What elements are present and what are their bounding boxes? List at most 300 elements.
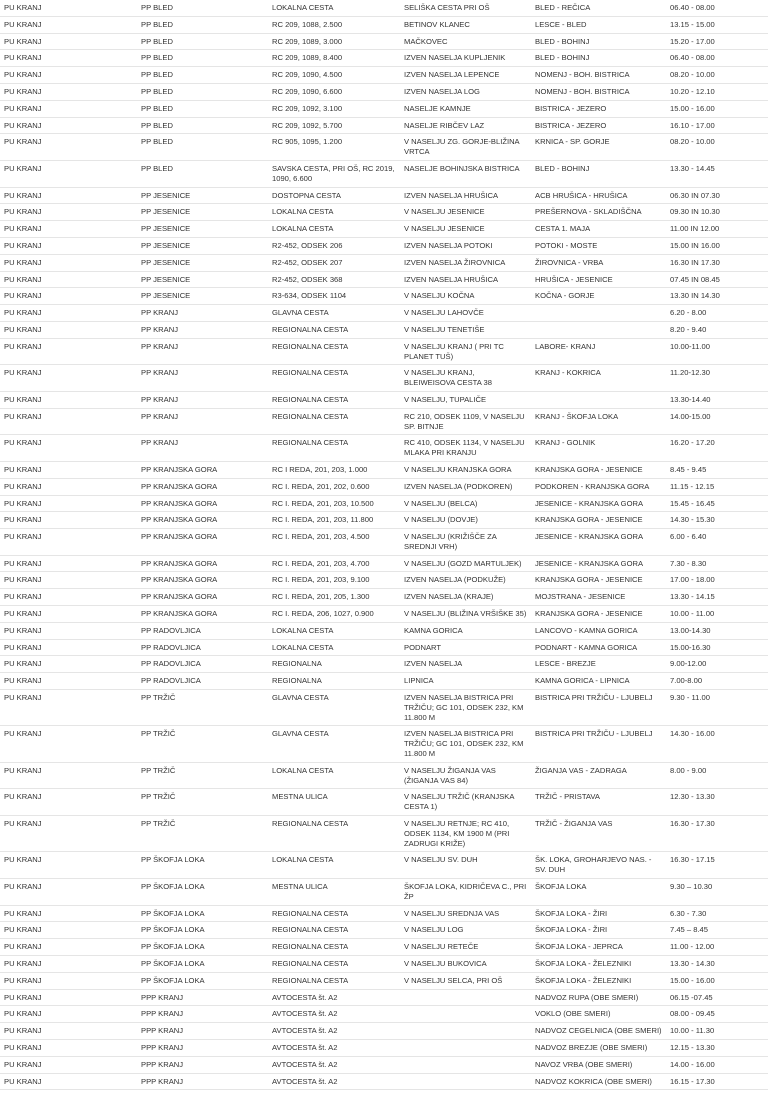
table-row (0, 656, 768, 673)
police-station-cell: PPP KRANJ (137, 1006, 268, 1023)
road-cell: R2-452, ODSEK 207 (268, 254, 400, 271)
police-station-cell: PP BLED (137, 83, 268, 100)
police-directorate-cell: PU KRANJ (0, 365, 137, 392)
section-cell: LESCE - BREZJE (531, 656, 666, 673)
section-cell: LABORE- KRANJ (531, 338, 666, 365)
location-cell: V NASELJU ŽIGANJA VAS (ŽIGANJA VAS 84) (400, 762, 531, 789)
location-cell: V NASELJU KOČNA (400, 288, 531, 305)
location-cell: V NASELJU KRANJ, BLEIWEISOVA CESTA 38 (400, 365, 531, 392)
road-cell: AVTOCESTA št. A2 (268, 989, 400, 1006)
road-cell: REGIONALNA CESTA (268, 972, 400, 989)
location-cell (400, 1039, 531, 1056)
section-cell: ŠKOFJA LOKA - ŽELEZNIKI (531, 972, 666, 989)
table-row (0, 33, 768, 50)
table-row (0, 117, 768, 134)
police-station-cell: PP TRŽIČ (137, 690, 268, 726)
section-cell: NOMENJ - BOH. BISTRICA (531, 67, 666, 84)
table-row (0, 321, 768, 338)
police-directorate-cell: PU KRANJ (0, 789, 137, 816)
table-row (0, 572, 768, 589)
section-cell: ŠKOFJA LOKA - JEPRCA (531, 939, 666, 956)
police-station-cell: PP JESENICE (137, 237, 268, 254)
police-directorate-cell: PU KRANJ (0, 160, 137, 187)
road-cell: R2-452, ODSEK 368 (268, 271, 400, 288)
table-row (0, 939, 768, 956)
location-cell: IZVEN NASELJA BISTRICA PRI TRŽIČU; GC 101, ODSEK 232, KM 11.800 M (400, 690, 531, 726)
police-directorate-cell: PU KRANJ (0, 271, 137, 288)
table-row (0, 204, 768, 221)
police-directorate-cell: PU KRANJ (0, 972, 137, 989)
police-station-cell: PPP KRANJ (137, 1073, 268, 1090)
police-station-cell: PP ŠKOFJA LOKA (137, 972, 268, 989)
table-row (0, 461, 768, 478)
section-cell: ACB HRUŠICA - HRUŠICA (531, 187, 666, 204)
time-cell: 08.20 - 10.00 (666, 134, 768, 161)
time-cell: 8.45 - 9.45 (666, 461, 768, 478)
police-station-cell: PP ŠKOFJA LOKA (137, 852, 268, 879)
time-cell: 08.00 - 09.45 (666, 1006, 768, 1023)
time-cell: 11.15 - 12.15 (666, 478, 768, 495)
location-cell: V NASELJU TRŽIČ (KRANJSKA CESTA 1) (400, 789, 531, 816)
location-cell: RC 410, ODSEK 1134, V NASELJU MLAKA PRI KRANJU (400, 435, 531, 462)
road-cell: RC 209, 1089, 8.400 (268, 50, 400, 67)
table-row (0, 187, 768, 204)
section-cell: ŠK. LOKA, GROHARJEVO NAS. - SV. DUH (531, 852, 666, 879)
location-cell: NASELJE KAMNJE (400, 100, 531, 117)
table-row (0, 1006, 768, 1023)
police-station-cell: PP KRANJ (137, 338, 268, 365)
road-cell: REGIONALNA CESTA (268, 391, 400, 408)
time-cell: 16.10 - 17.00 (666, 117, 768, 134)
table-row (0, 726, 768, 762)
section-cell: NADVOZ RUPA (OBE SMERI) (531, 989, 666, 1006)
police-station-cell: PP KRANJSKA GORA (137, 606, 268, 623)
time-cell: 16.15 - 17.30 (666, 1073, 768, 1090)
road-cell: GLAVNA CESTA (268, 305, 400, 322)
time-cell: 15.00-16.30 (666, 639, 768, 656)
police-station-cell: PP ŠKOFJA LOKA (137, 956, 268, 973)
road-cell: AVTOCESTA št. A2 (268, 1006, 400, 1023)
time-cell: 16.30 - 17.30 (666, 816, 768, 852)
police-directorate-cell: PU KRANJ (0, 589, 137, 606)
location-cell (400, 989, 531, 1006)
police-directorate-cell: PU KRANJ (0, 100, 137, 117)
section-cell: BLED - BOHINJ (531, 160, 666, 187)
time-cell: 09.30 IN 10.30 (666, 204, 768, 221)
table-row (0, 905, 768, 922)
road-cell: LOKALNA CESTA (268, 852, 400, 879)
police-directorate-cell: PU KRANJ (0, 321, 137, 338)
time-cell: 13.30 - 14.30 (666, 956, 768, 973)
police-station-cell: PP KRANJSKA GORA (137, 478, 268, 495)
road-cell: RC I. REDA, 201, 203, 4.700 (268, 555, 400, 572)
police-directorate-cell: PU KRANJ (0, 816, 137, 852)
section-cell: ŽIGANJA VAS - ZADRAGA (531, 762, 666, 789)
road-cell: RC I. REDA, 201, 203, 11.800 (268, 512, 400, 529)
police-directorate-cell: PU KRANJ (0, 879, 137, 906)
time-cell: 7.00-8.00 (666, 673, 768, 690)
police-station-cell: PP BLED (137, 50, 268, 67)
police-directorate-cell: PU KRANJ (0, 555, 137, 572)
police-directorate-cell: PU KRANJ (0, 762, 137, 789)
police-directorate-cell: PU KRANJ (0, 1039, 137, 1056)
table-row (0, 67, 768, 84)
police-directorate-cell: PU KRANJ (0, 391, 137, 408)
section-cell: KOČNA - GORJE (531, 288, 666, 305)
police-directorate-cell: PU KRANJ (0, 338, 137, 365)
table-row (0, 1073, 768, 1090)
police-directorate-cell: PU KRANJ (0, 50, 137, 67)
time-cell: 13.15 - 15.00 (666, 16, 768, 33)
location-cell: V NASELJU JESENICE (400, 204, 531, 221)
time-cell: 06.40 - 08.00 (666, 0, 768, 16)
police-station-cell: PP TRŽIČ (137, 816, 268, 852)
police-directorate-cell: PU KRANJ (0, 305, 137, 322)
time-cell: 15.20 - 17.00 (666, 33, 768, 50)
location-cell: IZVEN NASELJA (PODKOREN) (400, 478, 531, 495)
section-cell (531, 305, 666, 322)
road-cell: MESTNA ULICA (268, 789, 400, 816)
road-cell: REGIONALNA CESTA (268, 816, 400, 852)
police-station-cell: PP RADOVLJICA (137, 622, 268, 639)
police-directorate-cell: PU KRANJ (0, 529, 137, 556)
police-station-cell: PP JESENICE (137, 187, 268, 204)
time-cell: 14.30 - 16.00 (666, 726, 768, 762)
time-cell: 16.20 - 17.20 (666, 435, 768, 462)
section-cell: BLED - REČICA (531, 0, 666, 16)
table-row (0, 1039, 768, 1056)
time-cell: 06.40 - 08.00 (666, 50, 768, 67)
police-station-cell: PP BLED (137, 67, 268, 84)
police-station-cell: PPP KRANJ (137, 1056, 268, 1073)
time-cell: 13.30 - 14.15 (666, 589, 768, 606)
police-directorate-cell: PU KRANJ (0, 1023, 137, 1040)
time-cell: 8.20 - 9.40 (666, 321, 768, 338)
police-directorate-cell: PU KRANJ (0, 572, 137, 589)
time-cell: 10.00-11.00 (666, 338, 768, 365)
road-cell: LOKALNA CESTA (268, 221, 400, 238)
police-directorate-cell: PU KRANJ (0, 1056, 137, 1073)
time-cell: 07.45 IN 08.45 (666, 271, 768, 288)
table-row (0, 622, 768, 639)
location-cell: IZVEN NASELJA (PODKUŽE) (400, 572, 531, 589)
section-cell: JESENICE - KRANJSKA GORA (531, 555, 666, 572)
police-directorate-cell: PU KRANJ (0, 922, 137, 939)
road-cell: RC 209, 1089, 3.000 (268, 33, 400, 50)
section-cell: KAMNA GORICA - LIPNICA (531, 673, 666, 690)
police-station-cell: PP KRANJSKA GORA (137, 529, 268, 556)
section-cell: HRUŠICA - JESENICE (531, 271, 666, 288)
police-station-cell: PP BLED (137, 100, 268, 117)
table-row (0, 852, 768, 879)
police-directorate-cell: PU KRANJ (0, 435, 137, 462)
road-cell: REGIONALNA CESTA (268, 435, 400, 462)
location-cell: V NASELJU JESENICE (400, 221, 531, 238)
section-cell: KRANJSKA GORA - JESENICE (531, 572, 666, 589)
road-cell: RC 209, 1092, 3.100 (268, 100, 400, 117)
police-station-cell: PP KRANJ (137, 435, 268, 462)
road-cell: LOKALNA CESTA (268, 204, 400, 221)
location-cell: KAMNA GORICA (400, 622, 531, 639)
road-cell: RC I. REDA, 201, 205, 1.300 (268, 589, 400, 606)
location-cell: V NASELJU SELCA, PRI OŠ (400, 972, 531, 989)
table-row (0, 365, 768, 392)
table-row (0, 972, 768, 989)
time-cell: 08.20 - 10.00 (666, 67, 768, 84)
location-cell: V NASELJU TENETIŠE (400, 321, 531, 338)
time-cell: 14.30 - 15.30 (666, 512, 768, 529)
section-cell: ŠKOFJA LOKA (531, 879, 666, 906)
location-cell: LIPNICA (400, 673, 531, 690)
police-station-cell: PPP KRANJ (137, 989, 268, 1006)
location-cell: NASELJE RIBČEV LAZ (400, 117, 531, 134)
location-cell: IZVEN NASELJA (KRAJE) (400, 589, 531, 606)
police-station-cell: PP JESENICE (137, 288, 268, 305)
police-station-cell: PP KRANJ (137, 408, 268, 435)
police-directorate-cell: PU KRANJ (0, 690, 137, 726)
table-row (0, 1023, 768, 1040)
location-cell (400, 1056, 531, 1073)
police-directorate-cell: PU KRANJ (0, 673, 137, 690)
police-directorate-cell: PU KRANJ (0, 726, 137, 762)
police-directorate-cell: PU KRANJ (0, 905, 137, 922)
police-station-cell: PPP KRANJ (137, 1039, 268, 1056)
section-cell: JESENICE - KRANJSKA GORA (531, 495, 666, 512)
location-cell: RC 210, ODSEK 1109, V NASELJU SP. BITNJE (400, 408, 531, 435)
section-cell: BLED - BOHINJ (531, 33, 666, 50)
time-cell: 16.30 IN 17.30 (666, 254, 768, 271)
table-row (0, 288, 768, 305)
road-cell: RC 209, 1090, 4.500 (268, 67, 400, 84)
road-cell: REGIONALNA CESTA (268, 338, 400, 365)
road-cell: RC 209, 1088, 2.500 (268, 16, 400, 33)
police-station-cell: PP JESENICE (137, 271, 268, 288)
police-directorate-cell: PU KRANJ (0, 408, 137, 435)
table-row (0, 879, 768, 906)
location-cell (400, 1073, 531, 1090)
table-row (0, 478, 768, 495)
table-row (0, 512, 768, 529)
section-cell: BISTRICA PRI TRŽIČU - LJUBELJ (531, 726, 666, 762)
police-station-cell: PP BLED (137, 33, 268, 50)
location-cell: V NASELJU ZG. GORJE-BLIŽINA VRTCA (400, 134, 531, 161)
time-cell: 10.20 - 12.10 (666, 83, 768, 100)
police-station-cell: PP KRANJSKA GORA (137, 461, 268, 478)
police-directorate-cell: PU KRANJ (0, 33, 137, 50)
road-cell: RC 209, 1092, 5.700 (268, 117, 400, 134)
location-cell: IZVEN NASELJA ŽIROVNICA (400, 254, 531, 271)
police-directorate-cell: PU KRANJ (0, 1006, 137, 1023)
road-cell: AVTOCESTA št. A2 (268, 1073, 400, 1090)
road-cell: LOKALNA CESTA (268, 0, 400, 16)
table-row (0, 589, 768, 606)
police-directorate-cell: PU KRANJ (0, 187, 137, 204)
location-cell: SELIŠKA CESTA PRI OŠ (400, 0, 531, 16)
table-row (0, 816, 768, 852)
police-station-cell: PP JESENICE (137, 221, 268, 238)
location-cell: V NASELJU RETEČE (400, 939, 531, 956)
section-cell: NOMENJ - BOH. BISTRICA (531, 83, 666, 100)
police-station-cell: PP KRANJ (137, 391, 268, 408)
section-cell: PODKOREN - KRANJSKA GORA (531, 478, 666, 495)
section-cell: ŠKOFJA LOKA - ŽELEZNIKI (531, 956, 666, 973)
time-cell: 8.00 - 9.00 (666, 762, 768, 789)
table-row (0, 495, 768, 512)
time-cell: 6.30 - 7.30 (666, 905, 768, 922)
location-cell: IZVEN NASELJA BISTRICA PRI TRŽIČU; GC 101, ODSEK 232, KM 11.800 M (400, 726, 531, 762)
section-cell: PODNART - KAMNA GORICA (531, 639, 666, 656)
time-cell: 15.00 - 16.00 (666, 100, 768, 117)
time-cell: 9.00-12.00 (666, 656, 768, 673)
time-cell: 11.00 IN 12.00 (666, 221, 768, 238)
table-row (0, 690, 768, 726)
section-cell: LANCOVO - KAMNA GORICA (531, 622, 666, 639)
section-cell: ŠKOFJA LOKA - ŽIRI (531, 922, 666, 939)
police-directorate-cell: PU KRANJ (0, 495, 137, 512)
section-cell: KRANJ - KOKRICA (531, 365, 666, 392)
section-cell: BISTRICA - JEZERO (531, 100, 666, 117)
road-cell: REGIONALNA CESTA (268, 956, 400, 973)
police-station-cell: PP RADOVLJICA (137, 639, 268, 656)
section-cell: TRŽIČ - ŽIGANJA VAS (531, 816, 666, 852)
time-cell: 13.00-14.30 (666, 622, 768, 639)
road-cell: RC I. REDA, 206, 1027, 0.900 (268, 606, 400, 623)
section-cell: KRANJSKA GORA - JESENICE (531, 512, 666, 529)
section-cell: MOJSTRANA - JESENICE (531, 589, 666, 606)
police-directorate-cell: PU KRANJ (0, 989, 137, 1006)
road-cell: LOKALNA CESTA (268, 622, 400, 639)
time-cell: 15.00 IN 16.00 (666, 237, 768, 254)
police-directorate-cell: PU KRANJ (0, 221, 137, 238)
police-station-cell: PP ŠKOFJA LOKA (137, 939, 268, 956)
police-station-cell: PP BLED (137, 16, 268, 33)
table-row (0, 83, 768, 100)
table-row (0, 50, 768, 67)
time-cell: 7.30 - 8.30 (666, 555, 768, 572)
time-cell: 9.30 - 11.00 (666, 690, 768, 726)
police-station-cell: PP BLED (137, 160, 268, 187)
table-row (0, 221, 768, 238)
table-row (0, 408, 768, 435)
location-cell: V NASELJU (GOZD MARTULJEK) (400, 555, 531, 572)
section-cell: CESTA 1. MAJA (531, 221, 666, 238)
section-cell: NADVOZ BREZJE (OBE SMERI) (531, 1039, 666, 1056)
police-directorate-cell: PU KRANJ (0, 512, 137, 529)
police-directorate-cell: PU KRANJ (0, 478, 137, 495)
table-row (0, 922, 768, 939)
police-directorate-cell: PU KRANJ (0, 656, 137, 673)
police-station-cell: PP KRANJSKA GORA (137, 512, 268, 529)
location-cell: BETINOV KLANEC (400, 16, 531, 33)
police-directorate-cell: PU KRANJ (0, 956, 137, 973)
road-cell: REGIONALNA CESTA (268, 321, 400, 338)
time-cell: 14.00-15.00 (666, 408, 768, 435)
table-row (0, 989, 768, 1006)
table-row (0, 160, 768, 187)
road-cell: AVTOCESTA št. A2 (268, 1039, 400, 1056)
road-cell: MESTNA ULICA (268, 879, 400, 906)
table-row (0, 762, 768, 789)
police-station-cell: PP KRANJ (137, 305, 268, 322)
police-directorate-cell: PU KRANJ (0, 606, 137, 623)
time-cell: 16.30 - 17.15 (666, 852, 768, 879)
table-row (0, 100, 768, 117)
police-directorate-cell: PU KRANJ (0, 83, 137, 100)
police-directorate-cell: PU KRANJ (0, 461, 137, 478)
table-row (0, 338, 768, 365)
police-station-cell: PP BLED (137, 0, 268, 16)
section-cell: BISTRICA PRI TRŽIČU - LJUBELJ (531, 690, 666, 726)
time-cell: 13.30 IN 14.30 (666, 288, 768, 305)
location-cell: V NASELJU, TUPALIČE (400, 391, 531, 408)
police-station-cell: PP ŠKOFJA LOKA (137, 922, 268, 939)
table-row (0, 1056, 768, 1073)
police-directorate-cell: PU KRANJ (0, 254, 137, 271)
police-station-cell: PPP KRANJ (137, 1023, 268, 1040)
time-cell: 11.00 - 12.00 (666, 939, 768, 956)
section-cell: JESENICE - KRANJSKA GORA (531, 529, 666, 556)
table-row (0, 254, 768, 271)
location-cell: IZVEN NASELJA LEPENCE (400, 67, 531, 84)
police-station-cell: PP KRANJ (137, 321, 268, 338)
road-cell: RC I. REDA, 201, 203, 9.100 (268, 572, 400, 589)
time-cell: 15.45 - 16.45 (666, 495, 768, 512)
road-cell: REGIONALNA CESTA (268, 365, 400, 392)
road-cell: GLAVNA CESTA (268, 726, 400, 762)
location-cell: V NASELJU LOG (400, 922, 531, 939)
police-directorate-cell: PU KRANJ (0, 939, 137, 956)
section-cell: KRANJ - ŠKOFJA LOKA (531, 408, 666, 435)
location-cell: V NASELJU (DOVJE) (400, 512, 531, 529)
road-cell: LOKALNA CESTA (268, 762, 400, 789)
time-cell: 7.45 – 8.45 (666, 922, 768, 939)
table-row (0, 271, 768, 288)
section-cell: NADVOZ KOKRICA (OBE SMERI) (531, 1073, 666, 1090)
police-directorate-cell: PU KRANJ (0, 852, 137, 879)
police-directorate-cell: PU KRANJ (0, 134, 137, 161)
time-cell: 11.20-12.30 (666, 365, 768, 392)
police-directorate-cell: PU KRANJ (0, 1073, 137, 1090)
section-cell: TRŽIČ - PRISTAVA (531, 789, 666, 816)
table-row (0, 0, 768, 16)
police-directorate-cell: PU KRANJ (0, 639, 137, 656)
location-cell: NASELJE BOHINJSKA BISTRICA (400, 160, 531, 187)
road-cell: REGIONALNA (268, 673, 400, 690)
time-cell: 13.30-14.40 (666, 391, 768, 408)
police-directorate-cell: PU KRANJ (0, 204, 137, 221)
police-station-cell: PP KRANJSKA GORA (137, 555, 268, 572)
police-directorate-cell: PU KRANJ (0, 67, 137, 84)
location-cell: V NASELJU (KRIŽIŠČE ZA SREDNJI VRH) (400, 529, 531, 556)
road-cell: SAVSKA CESTA, PRI OŠ, RC 2019, 1090, 6.600 (268, 160, 400, 187)
location-cell: IZVEN NASELJA HRUŠICA (400, 271, 531, 288)
road-cell: RC 905, 1095, 1.200 (268, 134, 400, 161)
time-cell: 10.00 - 11.30 (666, 1023, 768, 1040)
time-cell: 15.00 - 16.00 (666, 972, 768, 989)
road-cell: RC I. REDA, 201, 203, 4.500 (268, 529, 400, 556)
time-cell: 14.00 - 16.00 (666, 1056, 768, 1073)
location-cell: V NASELJU SREDNJA VAS (400, 905, 531, 922)
police-station-cell: PP KRANJSKA GORA (137, 572, 268, 589)
table-row (0, 639, 768, 656)
police-station-cell: PP TRŽIČ (137, 726, 268, 762)
table-row (0, 673, 768, 690)
section-cell: POTOKI - MOSTE (531, 237, 666, 254)
road-cell: GLAVNA CESTA (268, 690, 400, 726)
police-station-cell: PP ŠKOFJA LOKA (137, 879, 268, 906)
police-station-cell: PP JESENICE (137, 254, 268, 271)
police-station-cell: PP BLED (137, 117, 268, 134)
